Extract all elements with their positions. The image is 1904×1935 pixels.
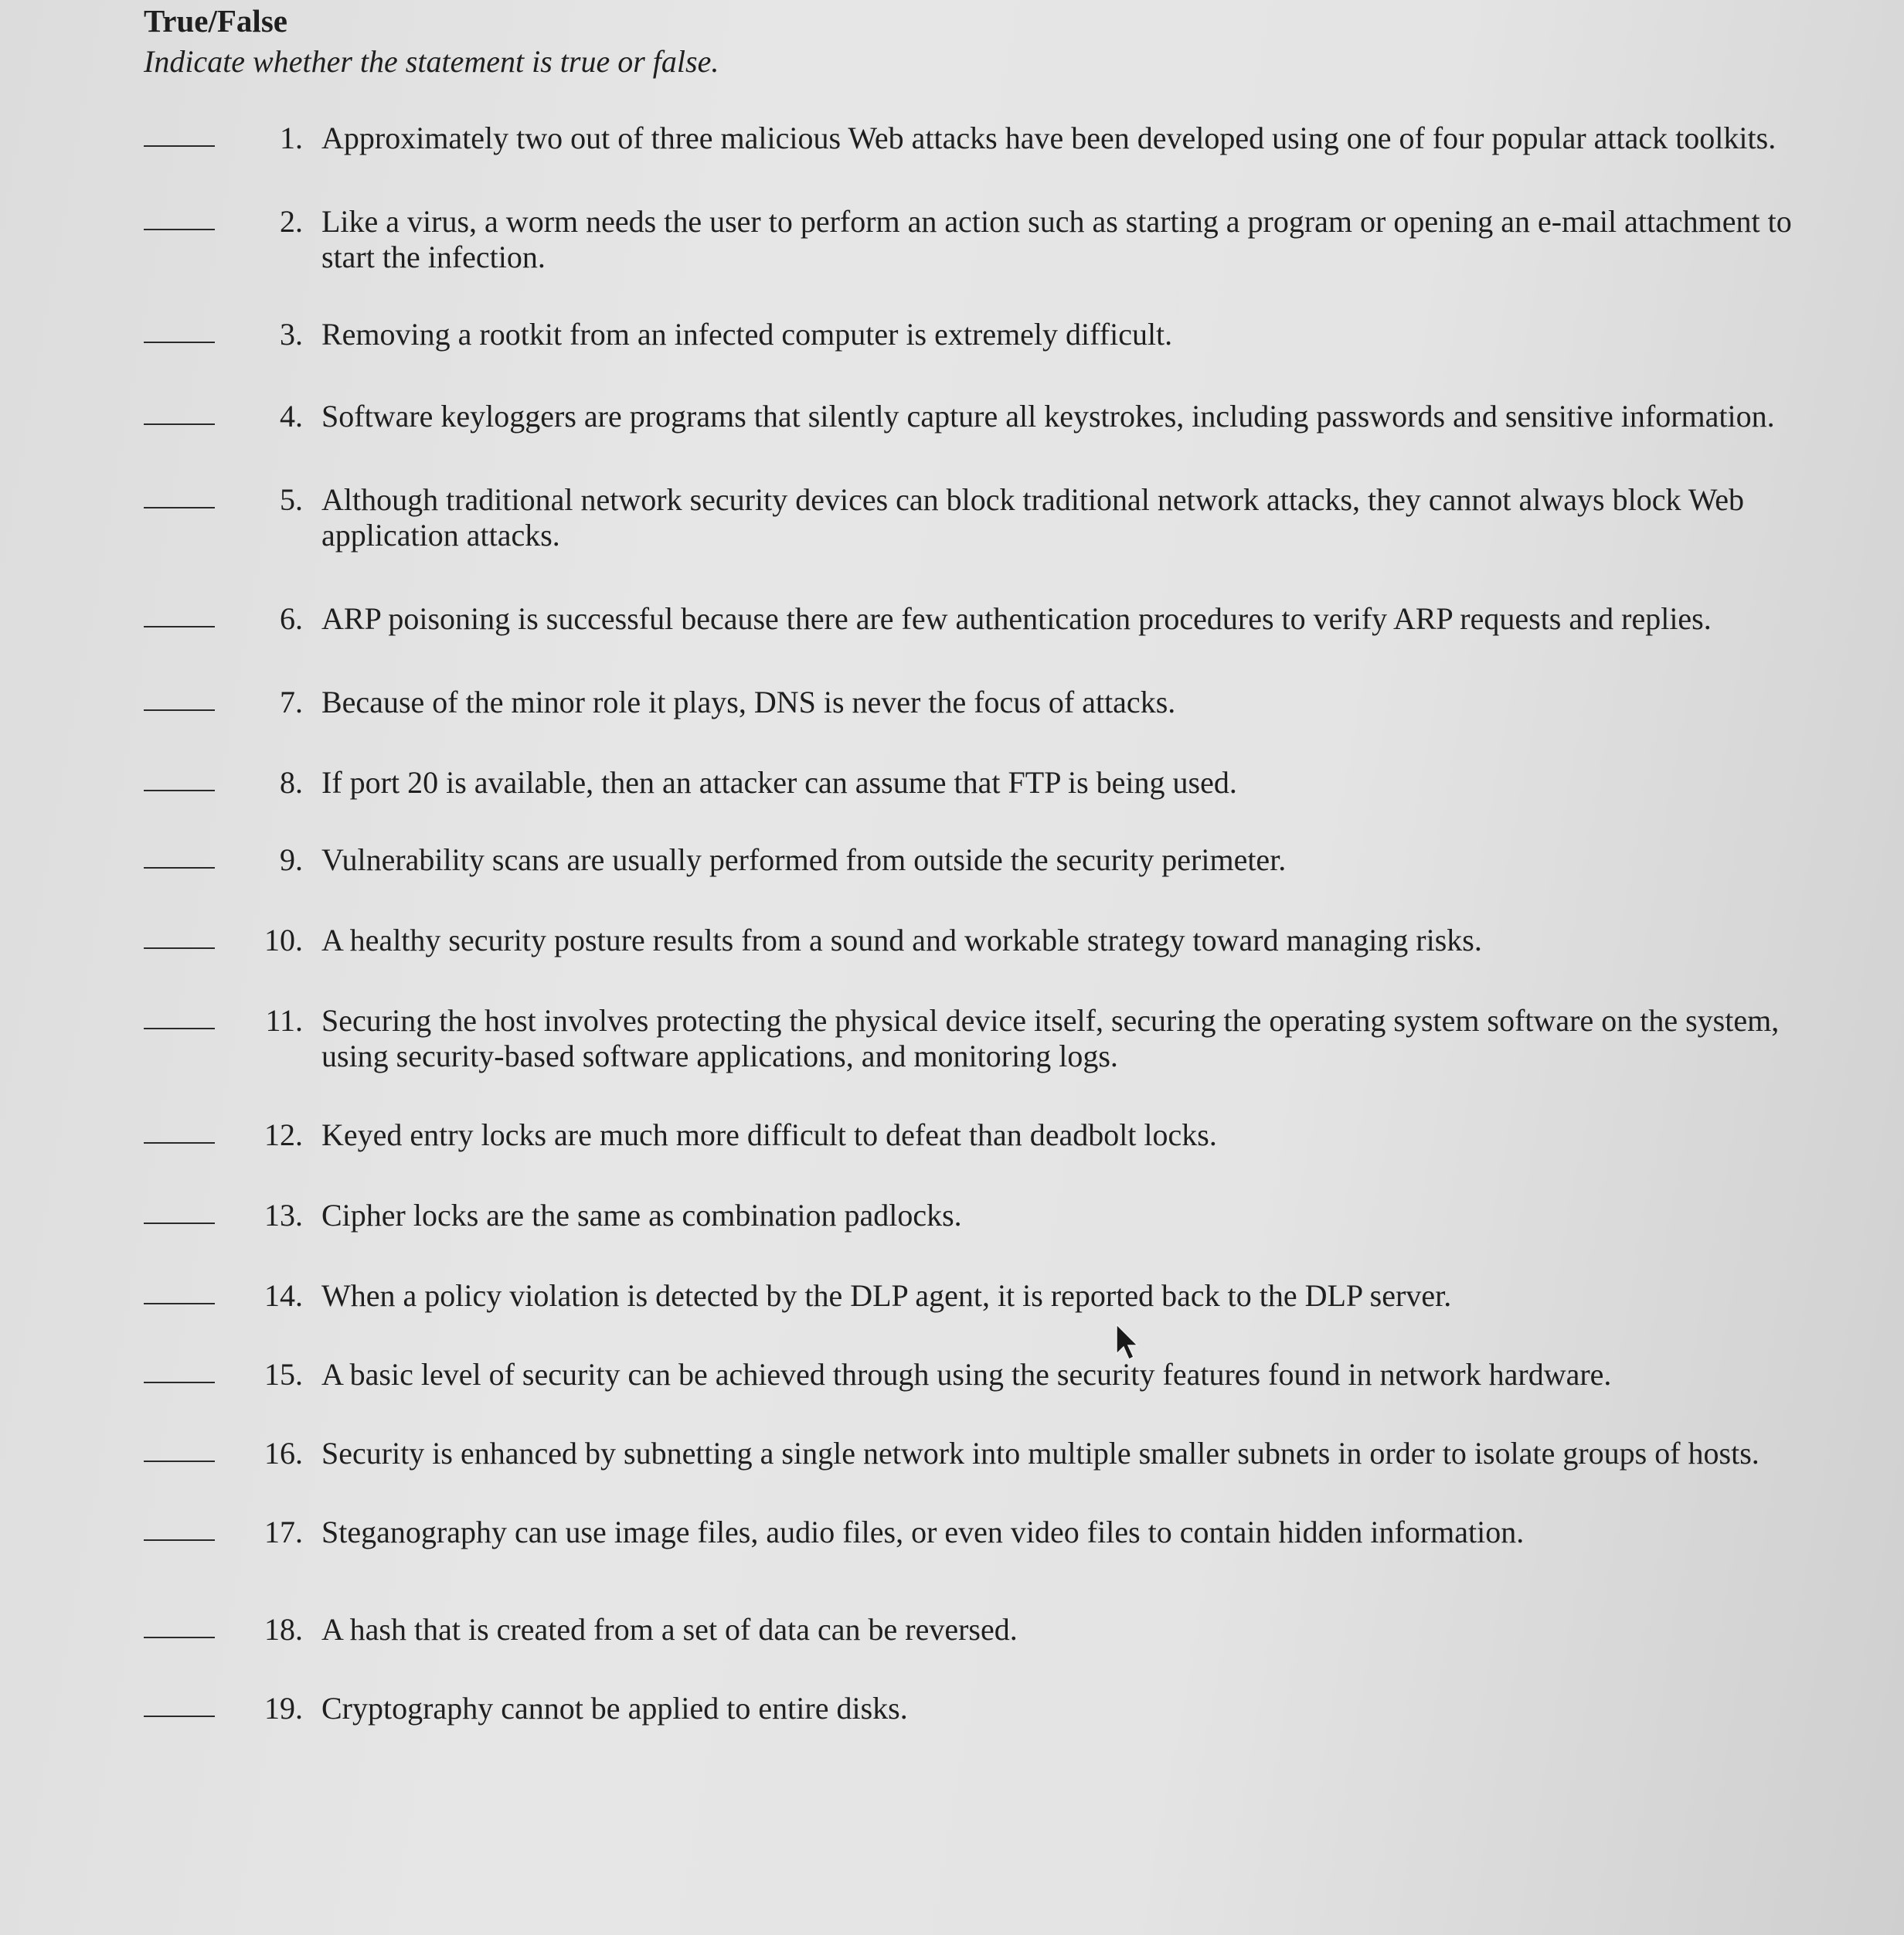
- question-number: 9.: [280, 842, 303, 877]
- question-text: Because of the minor role it plays, DNS is never the focus of attacks.: [321, 685, 1176, 719]
- question-number: 2.: [280, 204, 303, 239]
- question-item: [144, 923, 1797, 958]
- answer-blank[interactable]: [144, 204, 215, 230]
- question-number: 3.: [280, 317, 303, 352]
- answer-blank[interactable]: [144, 1003, 215, 1029]
- question-text: Although traditional network security devices can block traditional network attacks, they cannot always block Web application attacks.: [321, 482, 1745, 553]
- answer-blank[interactable]: [144, 317, 215, 343]
- answer-blank[interactable]: [144, 1691, 215, 1717]
- question-item: [144, 1278, 1797, 1314]
- question-text: A hash that is created from a set of data can be reversed.: [321, 1612, 1018, 1647]
- question-list: [144, 116, 1797, 1726]
- section-title: True/False: [144, 3, 287, 39]
- mouse-pointer-icon: [1115, 1323, 1138, 1362]
- question-item: [144, 765, 1797, 801]
- question-number: 13.: [264, 1198, 303, 1233]
- question-text: Removing a rootkit from an infected computer is extremely difficult.: [321, 317, 1173, 352]
- question-number: 8.: [280, 765, 303, 800]
- question-text: Securing the host involves protecting the physical device itself, securing the operating system software on the system, using security-based software applications, and monitoring logs.: [321, 1003, 1780, 1073]
- question-item: [144, 399, 1797, 434]
- question-item: [144, 1515, 1797, 1550]
- answer-blank[interactable]: [144, 601, 215, 627]
- section-header: [144, 0, 719, 82]
- question-text: If port 20 is available, then an attacker can assume that FTP is being used.: [321, 765, 1237, 800]
- question-item: [144, 317, 1797, 352]
- question-item: [144, 685, 1797, 720]
- question-text: ARP poisoning is successful because there are few authentication procedures to verify ARP requests and replies.: [321, 601, 1712, 636]
- question-number: 7.: [280, 685, 303, 719]
- question-text: Steganography can use image files, audio files, or even video files to contain hidden information.: [321, 1515, 1525, 1549]
- question-text: Vulnerability scans are usually performed from outside the security perimeter.: [321, 842, 1287, 877]
- answer-blank[interactable]: [144, 121, 215, 147]
- question-item: [144, 204, 1797, 275]
- answer-blank[interactable]: [144, 1436, 215, 1462]
- answer-blank[interactable]: [144, 1198, 215, 1224]
- question-number: 14.: [264, 1278, 303, 1313]
- question-text: Cipher locks are the same as combination padlocks.: [321, 1198, 962, 1233]
- question-number: 19.: [264, 1691, 303, 1726]
- question-number: 1.: [280, 121, 303, 155]
- question-number: 12.: [264, 1117, 303, 1152]
- question-item: [144, 1436, 1797, 1471]
- question-number: 18.: [264, 1612, 303, 1647]
- answer-blank[interactable]: [144, 1612, 215, 1638]
- question-item: [144, 601, 1797, 637]
- question-item: [144, 1198, 1797, 1233]
- answer-blank[interactable]: [144, 399, 215, 425]
- question-text: Security is enhanced by subnetting a single network into multiple smaller subnets in order to isolate groups of hosts.: [321, 1436, 1760, 1471]
- question-text: Cryptography cannot be applied to entire disks.: [321, 1691, 908, 1726]
- answer-blank[interactable]: [144, 482, 215, 508]
- question-text: When a policy violation is detected by the DLP agent, it is reported back to the DLP server.: [321, 1278, 1452, 1313]
- question-number: 11.: [265, 1003, 303, 1038]
- answer-blank[interactable]: [144, 1117, 215, 1144]
- answer-blank[interactable]: [144, 1357, 215, 1383]
- question-item: [144, 482, 1797, 553]
- question-item: [144, 121, 1797, 156]
- question-item: [144, 842, 1797, 878]
- answer-blank[interactable]: [144, 1515, 215, 1541]
- section-instructions: Indicate whether the statement is true or false.: [144, 44, 719, 79]
- question-text: Like a virus, a worm needs the user to perform an action such as starting a program or opening an e-mail attachment to start the infection.: [321, 204, 1792, 274]
- answer-blank[interactable]: [144, 765, 215, 791]
- question-number: 6.: [280, 601, 303, 636]
- question-text: A basic level of security can be achieved through using the security features found in network hardware.: [321, 1357, 1612, 1392]
- answer-blank[interactable]: [144, 685, 215, 711]
- question-number: 17.: [264, 1515, 303, 1549]
- answer-blank[interactable]: [144, 842, 215, 869]
- question-item: [144, 1691, 1797, 1726]
- question-number: 5.: [280, 482, 303, 517]
- question-item: [144, 1357, 1797, 1393]
- question-number: 4.: [280, 399, 303, 434]
- question-item: [144, 1612, 1797, 1648]
- answer-blank[interactable]: [144, 1278, 215, 1304]
- question-number: 16.: [264, 1436, 303, 1471]
- question-item: [144, 1003, 1797, 1074]
- question-item: [144, 1117, 1797, 1153]
- question-number: 10.: [264, 923, 303, 957]
- question-text: A healthy security posture results from a sound and workable strategy toward managing risks.: [321, 923, 1482, 957]
- question-text: Keyed entry locks are much more difficult to defeat than deadbolt locks.: [321, 1117, 1217, 1152]
- question-text: Software keyloggers are programs that silently capture all keystrokes, including passwords and sensitive information.: [321, 399, 1775, 434]
- question-number: 15.: [264, 1357, 303, 1392]
- question-text: Approximately two out of three malicious Web attacks have been developed using one of four popular attack toolkits.: [321, 121, 1776, 155]
- answer-blank[interactable]: [144, 923, 215, 949]
